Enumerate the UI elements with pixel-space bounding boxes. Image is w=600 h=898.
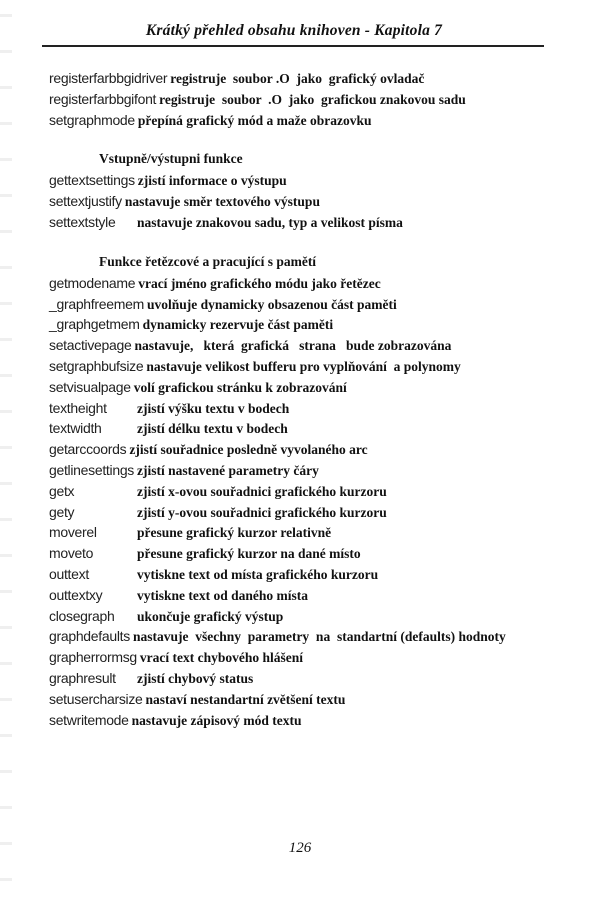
- function-description: zjistí x-ovou souřadnici grafického kurzoru: [137, 483, 387, 499]
- function-description: nastavuje znakovou sadu, typ a velikost písma: [137, 214, 403, 230]
- function-entry: [49, 398, 569, 419]
- function-entry: [49, 710, 569, 731]
- function-name: getlinesettings: [49, 461, 135, 478]
- function-name: setwritemode: [49, 711, 129, 728]
- function-name: moveto: [49, 545, 94, 562]
- function-name: setusercharsize: [49, 690, 143, 707]
- function-entry: [49, 170, 569, 191]
- function-name: textwidth: [49, 420, 102, 437]
- page-number: 126: [288, 840, 312, 856]
- function-description: přepíná grafický mód a maže obrazovku: [137, 112, 372, 128]
- function-name: registerfarbbgidriver: [49, 70, 168, 86]
- entry-list-graphics-drivers: [49, 68, 569, 130]
- function-entry: [49, 647, 569, 668]
- function-entry: [49, 585, 569, 606]
- function-name: getarccoords: [49, 441, 127, 458]
- function-description: nastaví nestandartní zvětšení textu: [145, 691, 346, 707]
- page-content: [49, 68, 569, 730]
- function-description: vrací jméno grafického módu jako řetězec: [138, 275, 381, 291]
- entry-list-memory: [49, 273, 569, 731]
- function-name: setvisualpage: [49, 378, 131, 395]
- function-description: vrací text chybového hlášení: [139, 650, 304, 666]
- function-name: _graphfreemem: [49, 295, 144, 312]
- function-name: outtextxy: [49, 586, 103, 603]
- function-entry: [49, 668, 569, 689]
- function-description: přesune grafický kurzor relativně: [137, 525, 332, 541]
- section-title-io: Vstupně/výstupni funkce: [99, 151, 243, 167]
- function-description: přesune grafický kurzor na dané místo: [137, 546, 361, 562]
- function-entry: [49, 543, 569, 564]
- function-description: zjistí chybový status: [137, 670, 254, 686]
- function-description: nastavuje, která grafická strana bude zobrazována: [134, 338, 452, 354]
- function-entry: [49, 89, 569, 110]
- function-entry: [49, 335, 569, 356]
- function-entry: [49, 377, 569, 398]
- function-name: getmodename: [49, 274, 136, 291]
- function-entry: [49, 502, 569, 523]
- function-entry: [49, 356, 569, 377]
- function-description: zjistí souřadnice posledně vyvolaného arc: [129, 442, 368, 458]
- function-name: registerfarbbgifont: [49, 90, 157, 107]
- function-description: zjistí y-ovou souřadnici grafického kurzoru: [137, 504, 387, 520]
- function-entry: [49, 273, 569, 294]
- function-entry: [49, 481, 569, 502]
- function-description: ukončuje grafický výstup: [137, 608, 284, 624]
- function-description: nastavuje všechny parametry na standartní (defaults) hodnoty: [132, 629, 506, 645]
- function-name: gettextsettings: [49, 172, 135, 189]
- function-description: vytiskne text od místa grafického kurzoru: [137, 566, 379, 582]
- function-entry: [49, 294, 569, 315]
- function-entry: [49, 439, 569, 460]
- function-description: zjistí informace o výstupu: [137, 173, 287, 189]
- function-name: textheight: [49, 399, 107, 416]
- function-entry: [49, 689, 569, 710]
- function-name: outtext: [49, 565, 89, 582]
- function-description: nastavuje směr textového výstupu: [124, 194, 320, 210]
- function-entry: [49, 522, 569, 543]
- running-header: Krátký přehled obsahu knihoven - Kapitola 7: [145, 22, 443, 39]
- entry-list-io: [49, 170, 569, 232]
- function-entry: [49, 626, 569, 647]
- function-description: nastavuje zápisový mód textu: [131, 712, 302, 728]
- function-description: zjistí délku textu v bodech: [137, 421, 288, 437]
- header-rule: [42, 45, 544, 47]
- function-description: registruje soubor .O jako grafickou znakovou sadu: [159, 91, 466, 107]
- function-name: settextstyle: [49, 213, 116, 230]
- function-entry: [49, 606, 569, 627]
- function-name: graphdefaults: [49, 628, 130, 645]
- function-description: zjistí výšku textu v bodech: [137, 400, 290, 416]
- spacer: [49, 233, 569, 251]
- binding-edge: [0, 0, 12, 898]
- function-name: _graphgetmem: [49, 316, 140, 333]
- function-description: volí grafickou stránku k zobrazování: [133, 379, 347, 395]
- function-entry: [49, 110, 569, 131]
- function-description: nastavuje velikost bufferu pro vyplňování a polynomy: [146, 358, 461, 374]
- section-title-memory: Funkce řetězcové a pracující s pamětí: [99, 253, 317, 269]
- function-entry: [49, 418, 569, 439]
- function-description: zjistí nastavené parametry čáry: [137, 462, 319, 478]
- function-entry: [49, 191, 569, 212]
- function-name: closegraph: [49, 607, 115, 624]
- function-description: registruje soubor .O jako grafický ovladač: [170, 71, 425, 86]
- function-name: setgraphmode: [49, 111, 135, 128]
- function-name: grapherrormsg: [49, 649, 137, 666]
- function-entry: [49, 212, 569, 233]
- spacer: [49, 130, 569, 148]
- function-name: moverel: [49, 524, 97, 541]
- function-name: gety: [49, 503, 75, 520]
- function-description: uvolňuje dynamicky obsazenou část paměti: [146, 296, 397, 312]
- function-entry: [49, 460, 569, 481]
- function-entry: [49, 564, 569, 585]
- function-entry: [49, 314, 569, 335]
- function-description: dynamicky rezervuje část paměti: [142, 317, 334, 333]
- function-name: getx: [49, 482, 75, 499]
- function-name: graphresult: [49, 669, 116, 686]
- function-name: setactivepage: [49, 337, 132, 354]
- function-name: settextjustify: [49, 193, 122, 210]
- function-entry: [49, 68, 569, 89]
- function-description: vytiskne text od daného místa: [137, 587, 309, 603]
- function-name: setgraphbufsize: [49, 357, 144, 374]
